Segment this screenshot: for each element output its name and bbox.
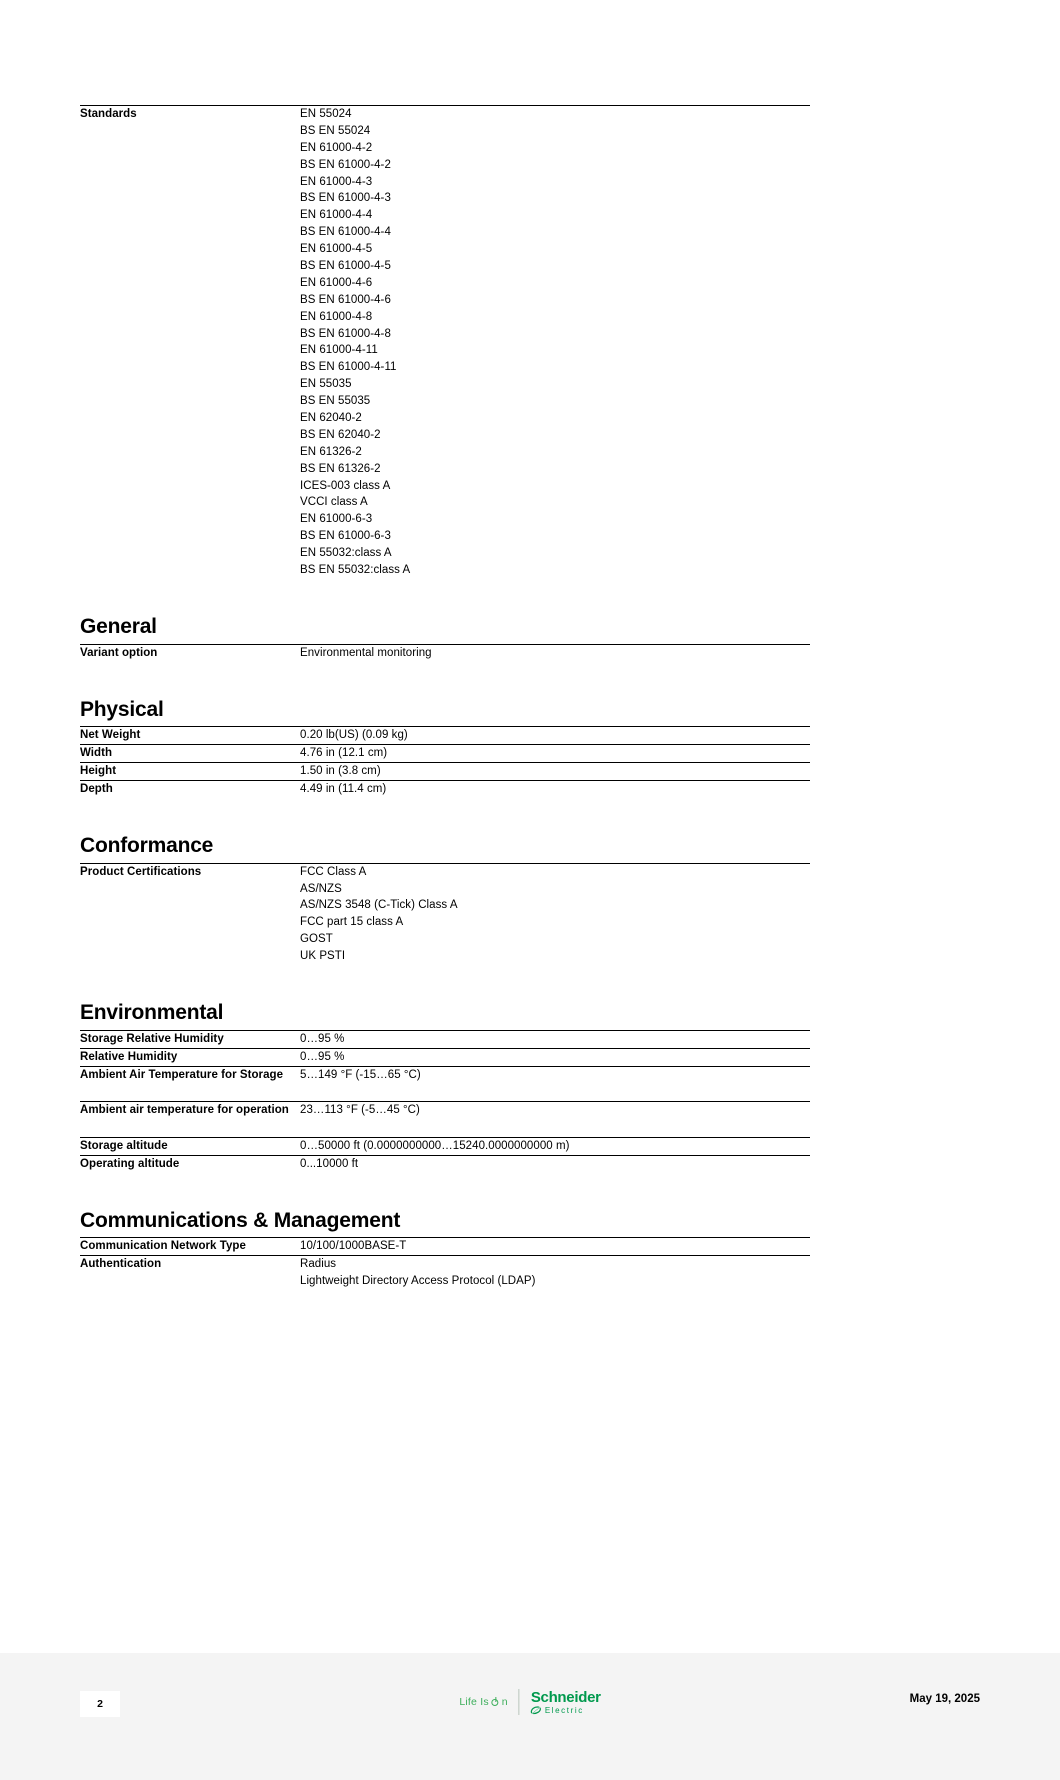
spec-label: Net Weight: [80, 729, 141, 742]
value-line: EN 61000-4-3: [300, 175, 373, 188]
value-line: BS EN 55035: [300, 395, 371, 408]
page-footer: [0, 1653, 1060, 1780]
table-row: [80, 1137, 810, 1155]
value-line: EN 61000-4-6: [300, 276, 373, 289]
value-line: BS EN 61000-4-4: [300, 226, 391, 239]
value-line: EN 61000-4-8: [300, 310, 373, 323]
spec-label: Authentication: [80, 1258, 162, 1271]
value-line: EN 61000-6-3: [300, 513, 373, 526]
spec-value: [300, 727, 810, 745]
section-conformance: [80, 834, 810, 965]
section-standards-continued: [80, 105, 810, 579]
value-line: 5…149 °F (-15…65 °C): [300, 1068, 421, 1081]
table-row: [80, 106, 810, 579]
value-line: UK PSTI: [300, 950, 346, 963]
spec-label: Storage altitude: [80, 1139, 168, 1152]
table-row: [80, 644, 810, 661]
spec-value: [300, 1238, 810, 1256]
spec-value: [300, 1066, 810, 1102]
table-row: [80, 1102, 810, 1138]
value-line: EN 55024: [300, 108, 352, 120]
table-row: [80, 727, 810, 745]
value-line: BS EN 62040-2: [300, 428, 381, 441]
value-line: BS EN 61000-4-6: [300, 293, 391, 306]
section-communications-management: [80, 1209, 810, 1290]
spec-label: Ambient air temperature for operation: [80, 1104, 289, 1117]
page-number: 2: [80, 1691, 120, 1717]
spec-table: [80, 726, 810, 798]
spec-label: Depth: [80, 783, 113, 796]
spec-value: [300, 1030, 810, 1048]
table-row: [80, 1238, 810, 1256]
value-line: Environmental monitoring: [300, 646, 432, 659]
spec-label: Width: [80, 747, 113, 760]
value-line: 23…113 °F (-5…45 °C): [300, 1104, 420, 1117]
tagline: [459, 1696, 507, 1708]
value-line: Radius: [300, 1258, 337, 1271]
table-row: [80, 1256, 810, 1290]
table-row: [80, 863, 810, 965]
value-line: BS EN 61000-6-3: [300, 530, 391, 543]
section-heading: Physical: [80, 697, 164, 721]
spec-table: [80, 644, 810, 662]
spec-value: [300, 1137, 810, 1155]
value-line: FCC part 15 class A: [300, 916, 404, 929]
spec-label: Variant option: [80, 646, 158, 659]
section-heading: Environmental: [80, 1001, 224, 1025]
section-heading: Conformance: [80, 833, 214, 857]
table-row: [80, 1155, 810, 1172]
section-general: [80, 615, 810, 662]
spec-value: [300, 763, 810, 781]
value-line: EN 61000-4-2: [300, 141, 373, 154]
spec-value: [300, 1102, 810, 1138]
value-line: BS EN 55032:class A: [300, 564, 411, 577]
schneider-wordmark: [531, 1690, 601, 1715]
brand-logo: [459, 1689, 600, 1715]
table-row: [80, 1048, 810, 1066]
value-line: 0…95 %: [300, 1032, 345, 1045]
value-line: GOST: [300, 933, 333, 946]
value-line: BS EN 61326-2: [300, 462, 381, 475]
value-line: BS EN 61000-4-2: [300, 158, 391, 171]
value-line: EN 61000-4-5: [300, 243, 373, 256]
spec-value: [300, 1155, 810, 1172]
table-row: [80, 1066, 810, 1102]
page-content: [80, 105, 810, 1290]
spec-label: Storage Relative Humidity: [80, 1032, 224, 1045]
value-line: EN 61000-4-11: [300, 344, 378, 357]
spec-table: [80, 105, 810, 579]
spec-value: [300, 781, 810, 798]
spec-label: Product Certifications: [80, 865, 202, 878]
value-line: BS EN 55024: [300, 124, 371, 137]
value-line: 4.49 in (11.4 cm): [300, 783, 387, 796]
power-on-icon: [492, 1698, 501, 1707]
spec-label: Ambient Air Temperature for Storage: [80, 1068, 284, 1081]
spec-value: [300, 1256, 810, 1290]
value-line: EN 61000-4-4: [300, 209, 373, 222]
spec-value: [300, 106, 810, 579]
value-line: ICES-003 class A: [300, 479, 391, 492]
brand-name: Schneider: [530, 1688, 601, 1706]
spec-table: [80, 1030, 810, 1173]
value-line: EN 61326-2: [300, 445, 362, 458]
spec-value: [300, 863, 810, 965]
value-line: VCCI class A: [300, 496, 368, 509]
logo-divider: [519, 1689, 520, 1715]
tagline-suffix: n: [501, 1696, 508, 1708]
spec-label: Standards: [80, 108, 137, 120]
tagline-text: Life Is: [459, 1696, 489, 1708]
spec-label: Relative Humidity: [80, 1050, 178, 1063]
value-line: 10/100/1000BASE-T: [300, 1240, 407, 1253]
value-line: 0…95 %: [300, 1050, 345, 1063]
section-environmental: [80, 1001, 810, 1173]
value-line: 0.20 lb(US) (0.09 kg): [300, 729, 408, 742]
value-line: EN 55035: [300, 378, 352, 391]
spec-value: [300, 1048, 810, 1066]
table-row: [80, 1030, 810, 1048]
spec-label: Communication Network Type: [80, 1240, 246, 1253]
spec-value: [300, 644, 810, 661]
value-line: Lightweight Directory Access Protocol (LDAP): [300, 1275, 536, 1288]
section-heading: General: [80, 614, 157, 638]
brand-subname: Electric: [544, 1705, 584, 1715]
table-row: [80, 745, 810, 763]
value-line: EN 62040-2: [300, 412, 362, 425]
spec-label: Height: [80, 765, 117, 778]
value-line: BS EN 61000-4-11: [300, 361, 397, 374]
spec-table: [80, 1237, 810, 1290]
value-line: AS/NZS: [300, 882, 342, 895]
value-line: BS EN 61000-4-5: [300, 260, 391, 273]
value-line: BS EN 61000-4-8: [300, 327, 391, 340]
value-line: 1.50 in (3.8 cm): [300, 765, 381, 778]
value-line: FCC Class A: [300, 865, 367, 878]
value-line: 4.76 in (12.1 cm): [300, 747, 388, 760]
spec-table: [80, 863, 810, 965]
brand-subname-wrap: [531, 1707, 601, 1715]
value-line: AS/NZS 3548 (C-Tick) Class A: [300, 899, 458, 912]
value-line: 0…50000 ft (0.0000000000…15240.0000000000 m): [300, 1139, 570, 1152]
table-row: [80, 781, 810, 798]
spec-label: Operating altitude: [80, 1157, 180, 1170]
section-heading: Communications & Management: [80, 1208, 401, 1232]
spec-value: [300, 745, 810, 763]
footer-date: May 19, 2025: [909, 1693, 980, 1705]
section-physical: [80, 698, 810, 798]
schneider-logo-icon: [531, 1706, 542, 1715]
value-line: EN 55032:class A: [300, 547, 392, 560]
table-row: [80, 763, 810, 781]
value-line: BS EN 61000-4-3: [300, 192, 391, 205]
value-line: 0...10000 ft: [300, 1157, 359, 1170]
